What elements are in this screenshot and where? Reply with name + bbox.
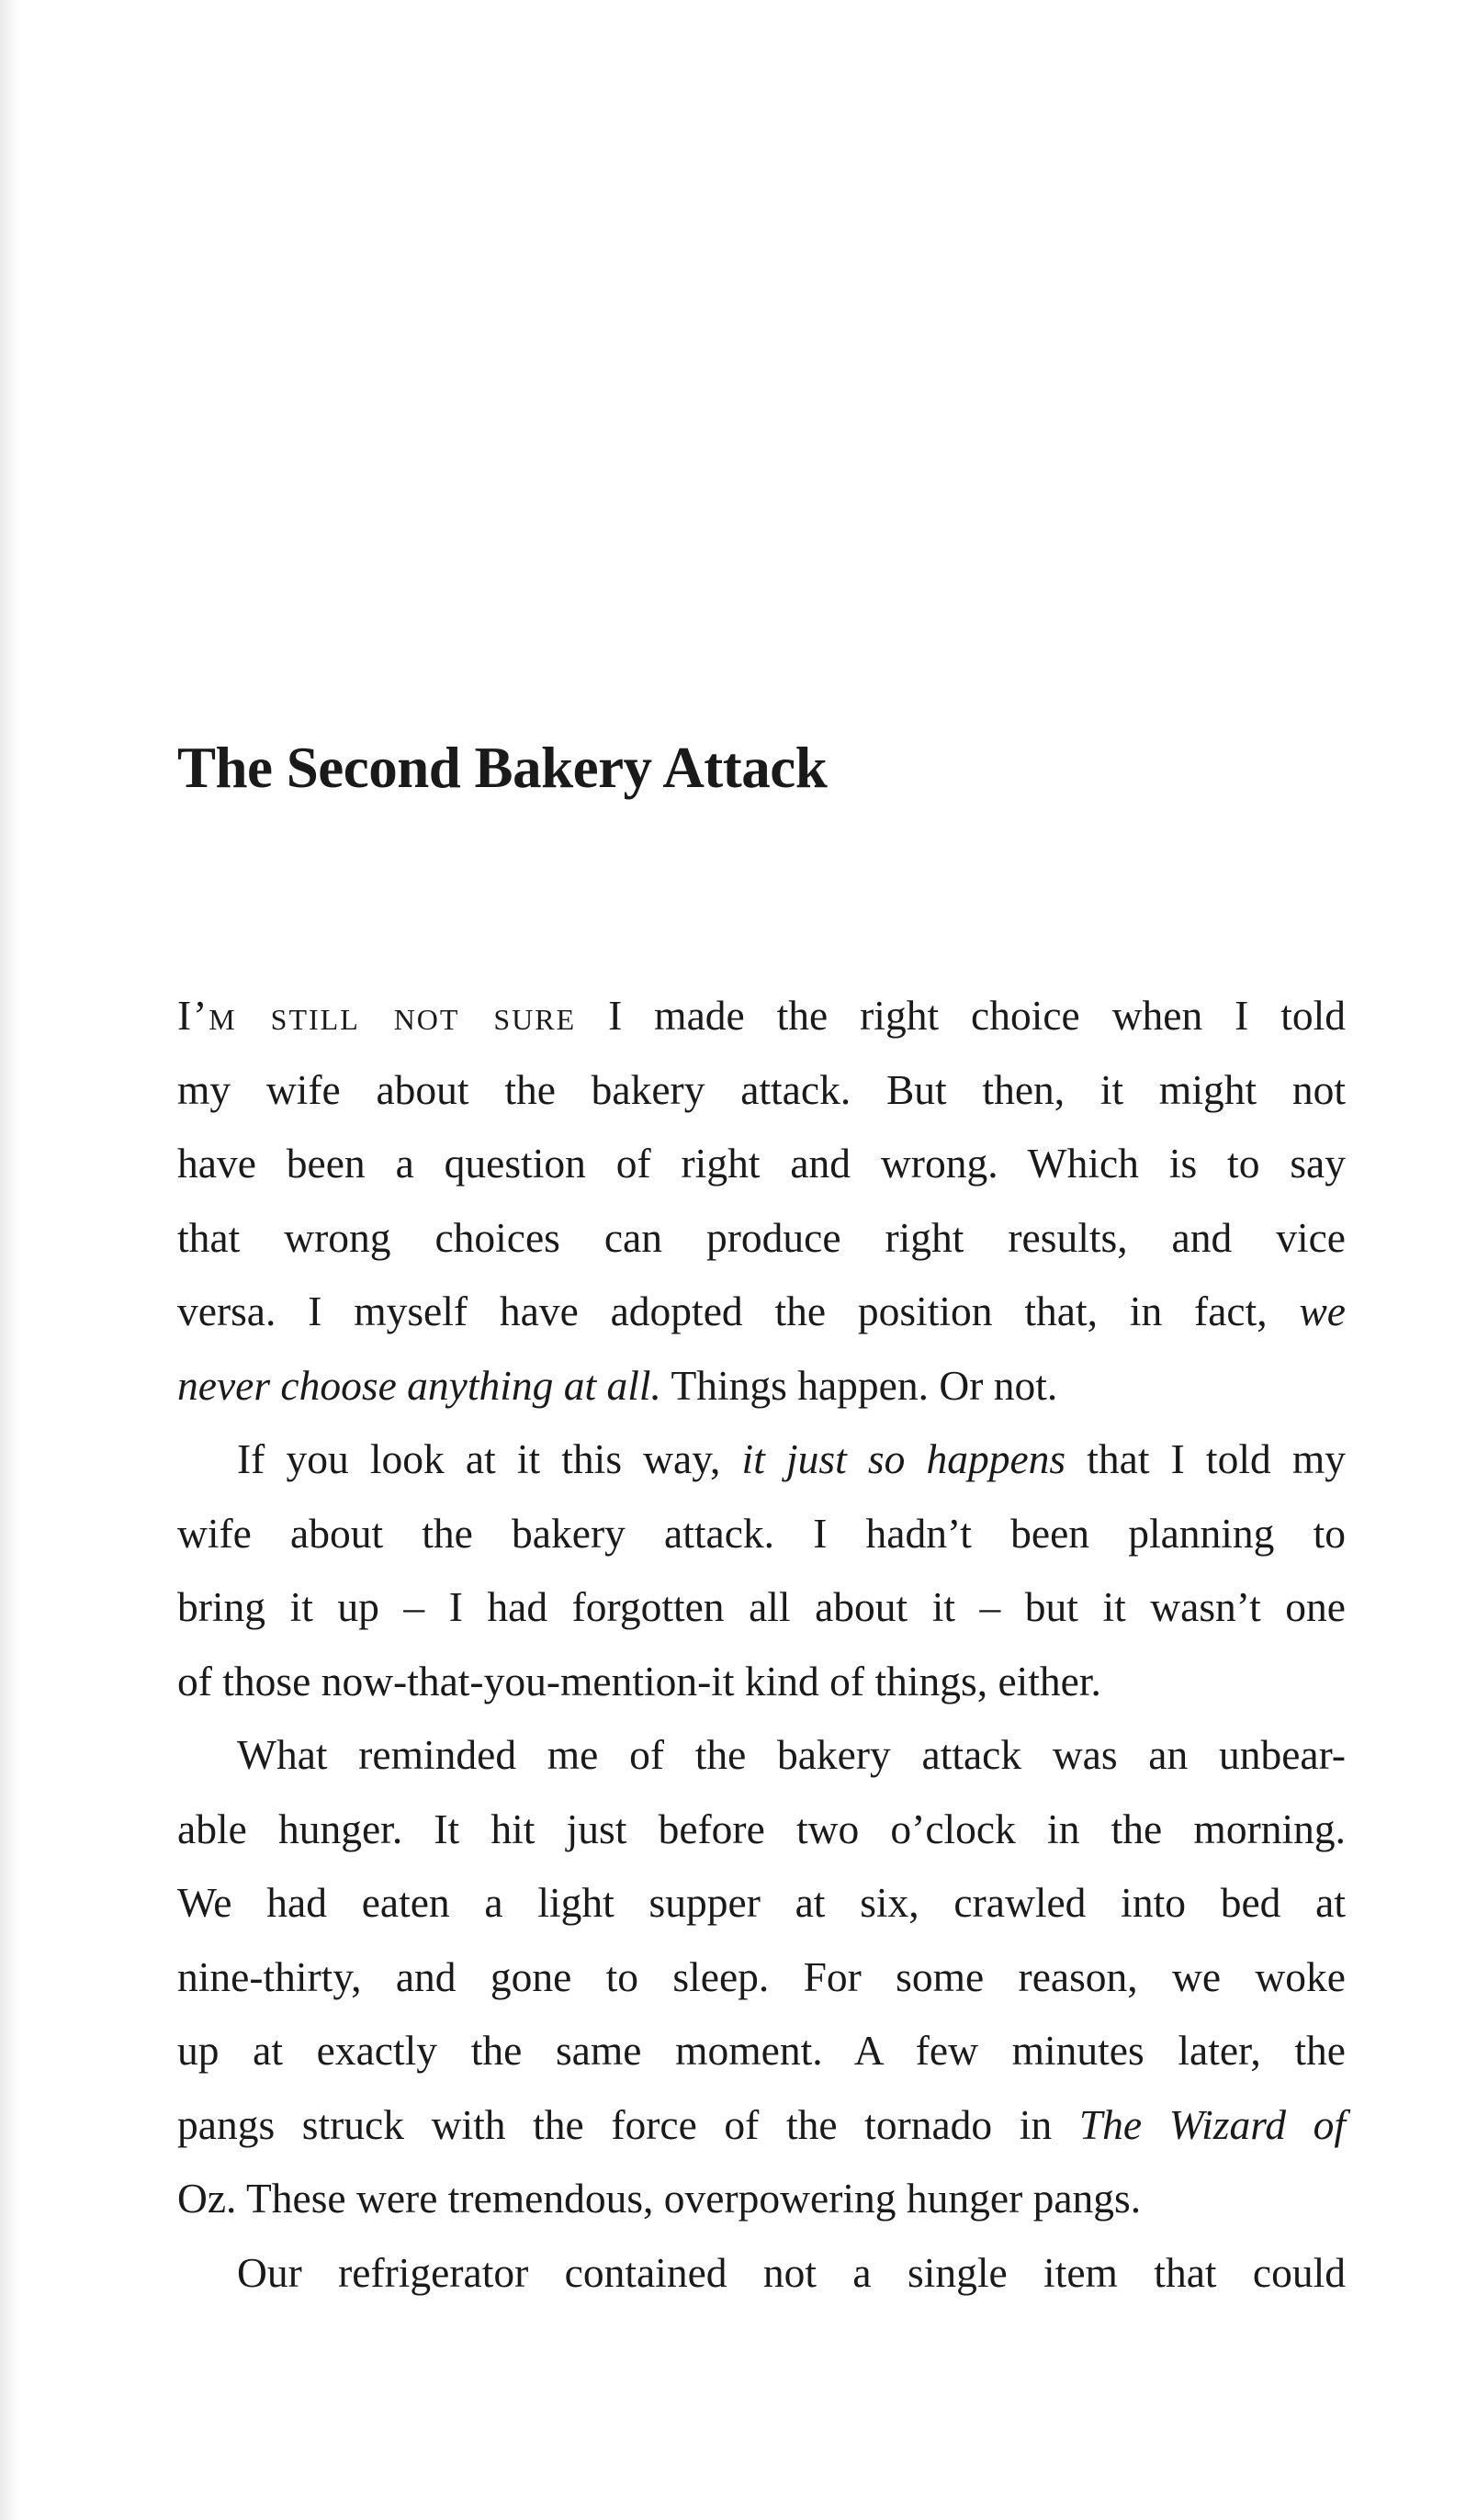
paragraph — [177, 979, 1346, 1423]
text-line: I’m still not sure I made the right choice when I told — [177, 992, 1346, 1039]
body-text — [177, 979, 1346, 2310]
text-line: my wife about the bakery attack. But then, it might not — [177, 1065, 1346, 1113]
chapter-title: The Second Bakery Attack — [177, 736, 828, 800]
paragraph — [177, 1423, 1346, 1718]
opening-small-caps: I’m still not sure — [177, 992, 577, 1039]
text-line: versa. I myself have adopted the position that, in fact, we — [177, 1288, 1346, 1334]
text-line: wife about the bakery attack. I hadn’t been planning to — [177, 1509, 1346, 1557]
text-line: able hunger. It hit just before two o’clock in the morning. — [177, 1805, 1346, 1852]
text-line: have been a question of right and wrong. Which is to say — [177, 1140, 1346, 1187]
text-line: What reminded me of the bakery attack was an unbear- — [237, 1731, 1346, 1778]
italic-text: it just so happens — [741, 1435, 1066, 1482]
text-line: that wrong choices can produce right results, and vice — [177, 1213, 1346, 1261]
italic-text: we — [1299, 1288, 1346, 1334]
text-line: We had eaten a light supper at six, crawled into bed at — [177, 1879, 1346, 1926]
scan-edge-shadow — [0, 0, 20, 2520]
italic-text: never choose anything at all. — [177, 1361, 661, 1409]
text-line: Oz. These were tremendous, overpowering hunger pangs. — [177, 2175, 1142, 2222]
text-line: bring it up – I had forgotten all about it – but it wasn’t one — [177, 1583, 1346, 1630]
text-line: nine-thirty, and gone to sleep. For some reason, we woke — [177, 1952, 1346, 2000]
italic-text: The Wizard of — [1078, 2100, 1346, 2148]
text-line: pangs struck with the force of the tornado in The Wizard of — [177, 2100, 1346, 2148]
text-line: never choose anything at all. Things happen. Or not. — [177, 1361, 1058, 1409]
paragraph — [177, 2236, 1346, 2311]
text-line: up at exactly the same moment. A few minutes later, the — [177, 2027, 1346, 2074]
paragraph — [177, 1718, 1346, 2236]
text-line: Our refrigerator contained not a single item that could — [237, 2248, 1346, 2296]
text-line: If you look at it this way, it just so happens that I told my — [237, 1435, 1347, 1482]
text-line: of those now-that-you-mention-it kind of things, either. — [177, 1657, 1101, 1704]
